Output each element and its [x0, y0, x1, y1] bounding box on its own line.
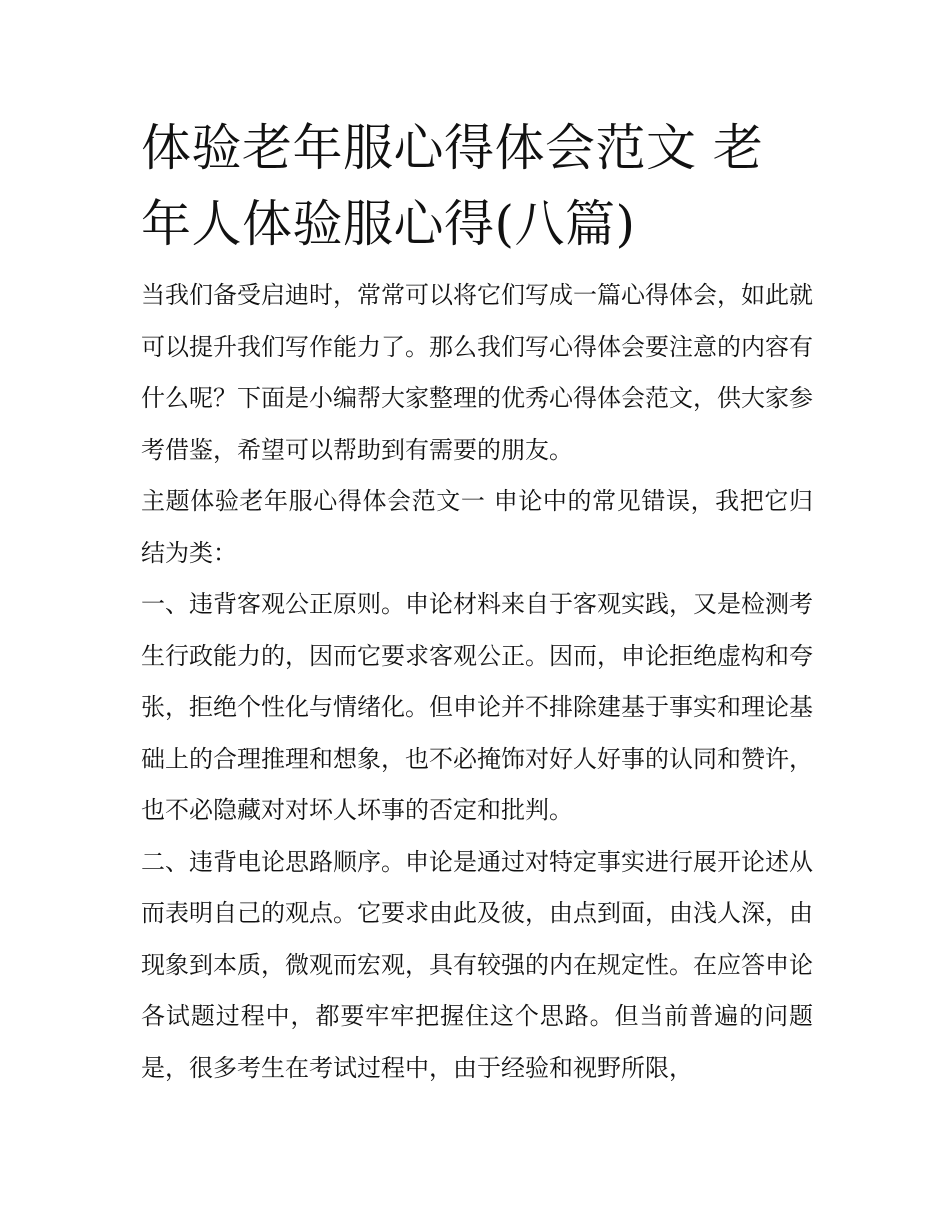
paragraph-topic: 主题体验老年服心得体会范文一 申论中的常见错误，我把它归结为类：	[141, 487, 813, 567]
document-content	[141, 110, 813, 1094]
paragraph-point-two: 二、违背电论思路顺序。申论是通过对特定事实进行展开论述从而表明自己的观点。它要求由此及彼，由点到面，由浅人深，由现象到本质，微观而宏观，具有较强的内在规定性。在应答申论各试题过程中，都要牢牢把握住这个思路。但当前普遍的问题是，很多考生在考试过程中，由于经验和视野所限，	[141, 847, 813, 1082]
paragraph-intro: 当我们备受启迪时，常常可以将它们写成一篇心得体会，如此就可以提升我们写作能力了。那么我们写心得体会要注意的内容有什么呢？下面是小编帮大家整理的优秀心得体会范文，供大家参考借鉴，希望可以帮助到有需要的朋友。	[141, 281, 813, 464]
document-body	[141, 270, 813, 1094]
document-title: 体验老年服心得体会范文 老年人体验服心得(八篇)	[141, 119, 764, 253]
paragraph-point-one: 一、违背客观公正原则。申论材料来自于客观实践，又是检测考生行政能力的，因而它要求客观公正。因而，申论拒绝虚构和夸张，拒绝个性化与情绪化。但申论并不排除建基于事实和理论基础上的合理推理和想象，也不必掩饰对好人好事的认同和赞许，也不必隐藏对对坏人坏事的否定和批判。	[141, 590, 813, 824]
